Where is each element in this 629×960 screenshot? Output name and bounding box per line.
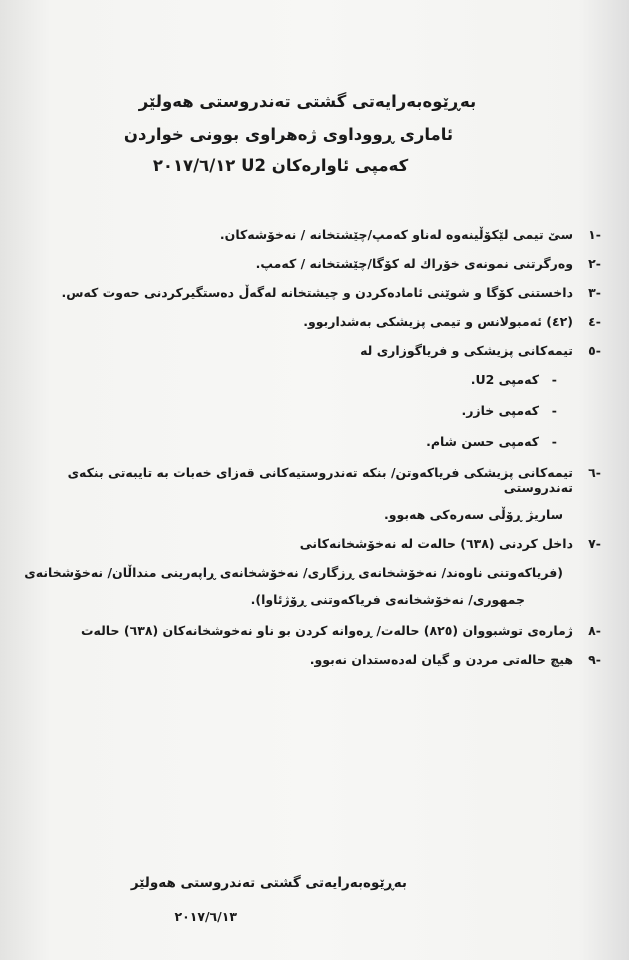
sub-item-camp-khazir xyxy=(11,403,601,418)
list-item-3 xyxy=(11,285,601,300)
item-number: -٧ xyxy=(588,536,601,551)
sub-item-camp-hasan-sham xyxy=(11,434,601,449)
header-camp-date: کەمپی ئاوارەکان U2 ٢٠١٧/٦/١٢ xyxy=(152,156,409,175)
header-subtitle: ئاماری ڕووداوی ژەهراوی بوونی خواردن xyxy=(123,125,454,144)
item-number: -٩ xyxy=(588,652,601,667)
item-continuation: (فریاکەوتنی ناوەند/ نەخۆشخانەی ڕزگاری/ نەخۆشخانەی ڕاپەرینی منداڵان/ نەخۆشخانەی xyxy=(24,565,563,580)
item-text: هیچ حالەتی مردن و گیان لەدەستدان نەبوو. xyxy=(309,652,573,667)
list-item-2 xyxy=(11,256,601,271)
sub-item-camp-u2 xyxy=(11,372,601,387)
item-text: داخل کردنی (٦٣٨) حالەت لە نەخۆشخانەکانی xyxy=(299,536,573,551)
item-number: -٣ xyxy=(588,285,601,300)
item-number: -١ xyxy=(588,227,601,242)
item-text: (٤٢) ئەمبولانس و تیمی پزیشکی بەشداربوو. xyxy=(303,314,573,329)
item-continuation: جمهوری/ نەخۆشخانەی فریاکەوتنی ڕۆژئاوا). xyxy=(250,592,525,607)
bullet-dash: - xyxy=(551,372,557,387)
list-item-5 xyxy=(11,343,601,358)
footer-date: ٢٠١٧/٦/١٣ xyxy=(174,909,237,924)
item-number: -٦ xyxy=(588,465,601,480)
item-text: وەرگرتنی نمونەی خۆراك لە کۆگا/چێشتخانە / کەمپ. xyxy=(255,256,573,271)
item-continuation: ساریژ ڕۆڵی سەرەکی هەبوو. xyxy=(384,507,563,522)
item-text: ژمارەی توشبووان (٨٢٥) حالەت/ ڕەوانە کردن بو ناو نەخوشخانەکان (٦٣٨) حالەت xyxy=(80,623,573,638)
sub-item-text: کەمپی خازر. xyxy=(461,403,539,418)
item-text: سێ تیمی لێکۆڵینەوە لەناو کەمپ/چێشتخانە / نەخۆشەکان. xyxy=(219,227,573,242)
bullet-dash: - xyxy=(551,403,557,418)
item-text: داخستنی کۆگا و شوێنی ئامادەکردن و چیشتخانە لەگەڵ دەستگیرکردنی حەوت کەس. xyxy=(61,285,573,300)
bullet-dash: - xyxy=(551,434,557,449)
list-item-9 xyxy=(11,652,601,667)
statistics-list xyxy=(11,227,601,681)
sub-item-text: کەمپی U2. xyxy=(470,372,539,387)
item-text: تیمەکانی پزیشکی فریاکەوتن/ بنکە تەندروستیەکانی قەزای خەبات بە تایبەتی بنکەی تەندروستی xyxy=(67,465,573,495)
list-item-4 xyxy=(11,314,601,329)
item-number: -٥ xyxy=(588,343,601,358)
item-text: تیمەکانی پزیشکی و فریاگوزاری لە xyxy=(360,343,573,358)
list-item-1 xyxy=(11,227,601,242)
footer-signature-title: بەڕێوەبەرایەتی گشتی تەندروستی هەولێر xyxy=(130,875,407,891)
list-item-6 xyxy=(11,465,601,522)
item-number: -٨ xyxy=(588,623,601,638)
document-header xyxy=(0,92,629,175)
list-item-7 xyxy=(11,536,601,607)
sub-item-text: کەمپی حسن شام. xyxy=(426,434,539,449)
header-title: بەڕێوەبەرایەتی گشتی تەندروستی هەولێر xyxy=(138,92,477,111)
item-number: -٤ xyxy=(588,314,601,329)
list-item-8 xyxy=(11,623,601,638)
item-number: -٢ xyxy=(588,256,601,271)
